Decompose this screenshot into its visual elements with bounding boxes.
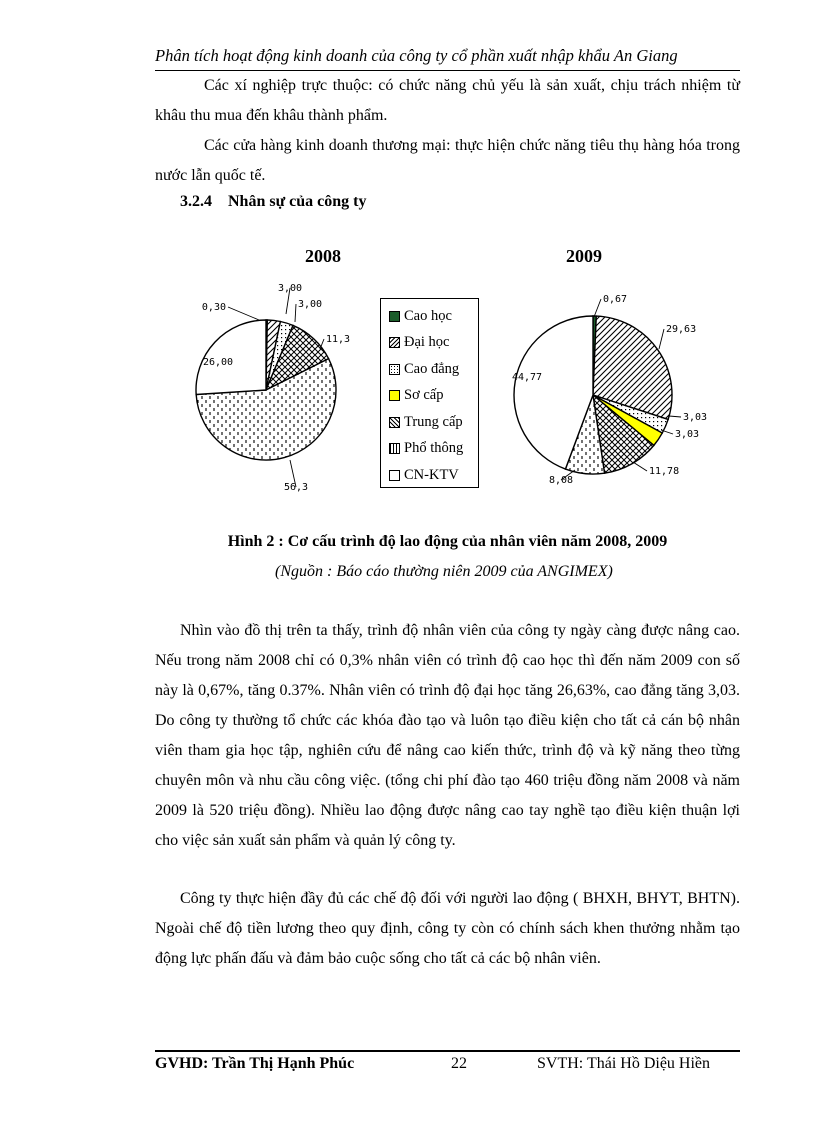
chart-legend: [380, 298, 479, 488]
leader-line-2009-trung-cap: [633, 462, 647, 471]
page-header: Phân tích hoạt động kinh doanh của công ty cổ phần xuất nhập khẩu An Giang: [155, 46, 678, 65]
legend-item-pho-thong: [389, 436, 478, 463]
section-title: Nhân sự của công ty: [228, 193, 367, 210]
chart-title-2009: 2009: [566, 246, 602, 266]
data-label-2009-cao-dang: 3,03: [683, 412, 708, 423]
data-label-2008-dai-hoc: 3,00: [277, 283, 303, 294]
section-number: 3.2.4: [180, 193, 212, 210]
leader-line-2008-cao-hoc: [228, 307, 259, 320]
pie-2009: [512, 294, 707, 486]
legend-swatch-so-cap: [389, 390, 400, 401]
legend-label: Cao học: [404, 307, 452, 324]
data-label-2008-cao-hoc: 0,30: [201, 302, 226, 313]
legend-label: Cao đẳng: [404, 360, 460, 377]
legend-item-cn-ktv: [389, 462, 478, 489]
data-label-2009-trung-cap: 11,78: [649, 466, 680, 477]
chart-title-2008: 2008: [305, 246, 341, 266]
data-label-2009-cn-ktv: 44,77: [511, 372, 543, 383]
legend-swatch-trung-cap: [389, 417, 400, 428]
legend-item-trung-cap: [389, 409, 478, 436]
pie-2008: [196, 283, 350, 493]
legend-swatch-cao-hoc: [389, 311, 400, 322]
paragraph-subsidiaries: Các xí nghiệp trực thuộc: có chức năng chủ yếu là sản xuất, chịu trách nhiệm từ khâu thu mua đến khâu thành phẩm.: [155, 77, 740, 124]
legend-item-cao-dang: [389, 356, 478, 383]
legend-label: CN-KTV: [404, 466, 459, 483]
page-number: 22: [451, 1055, 467, 1072]
legend-item-so-cap: [389, 383, 478, 410]
footer-student: SVTH: Thái Hồ Diệu Hiền: [537, 1055, 711, 1072]
footer-rule: [155, 1050, 740, 1052]
legend-label: Phổ thông: [404, 440, 464, 457]
data-label-2009-so-cap: 3,03: [675, 429, 700, 440]
section-heading: [180, 193, 367, 211]
legend-swatch-pho-thong: [389, 443, 400, 454]
legend-label: Đại học: [404, 334, 450, 351]
figure-caption: Hình 2 : Cơ cấu trình độ lao động của nhân viên năm 2008, 2009: [227, 533, 668, 550]
legend-label: Sơ cấp: [404, 387, 444, 404]
leader-line-2009-cao-dang: [669, 416, 681, 417]
figure-source: (Nguồn : Báo cáo thường niên 2009 của ANGIMEX): [275, 563, 613, 580]
legend-item-dai-hoc: [389, 330, 478, 357]
leader-line-2009-cao-hoc: [594, 299, 601, 317]
data-label-2009-dai-hoc: 29,63: [666, 324, 697, 335]
legend-label: Trung cấp: [404, 413, 463, 430]
footer-advisor: GVHD: Trần Thị Hạnh Phúc: [155, 1055, 355, 1072]
legend-swatch-dai-hoc: [389, 337, 400, 348]
leader-line-2009-dai-hoc: [659, 329, 664, 349]
legend-swatch-cao-dang: [389, 364, 400, 375]
paragraph-stores: Các cửa hàng kinh doanh thương mại: thực hiện chức năng tiêu thụ hàng hóa trong nước lẫn quốc tế.: [155, 137, 740, 184]
leader-line-2008-cao-dang: [295, 304, 296, 322]
paragraph-analysis: Nhìn vào đồ thị trên ta thấy, trình độ nhân viên của công ty ngày càng được nâng cao. Nếu trong năm 2008 chỉ có 0,3% nhân viên có trình độ cao học thì đến năm 2009 con số này là 0,67%, tăng 0.37%. Nhân viên có trình độ đại học tăng 26,63%, cao đẳng tăng 3,03. Do công ty thường tổ chức các khóa đào tạo và luôn tạo điều kiện cho tất cả cán bộ nhân viên tham gia học tập, nghiên cứu để nâng cao kiến thức, trình độ và kỹ năng theo từng chuyên môn và nhu cầu công việc. (tổng chi phí đào tạo 460 triệu đồng năm 2008 và năm 2009 là 520 triệu đồng). Nhiều lao động được nâng cao tay nghề tạo điều kiện thuận lợi cho việc sản xuất sản phẩm và quản lý công ty.: [155, 622, 740, 849]
legend-swatch-cn-ktv: [389, 470, 400, 481]
data-label-2008-pho-thong: 56,3: [283, 482, 309, 493]
data-label-2008-cao-dang: 3,00: [298, 299, 323, 310]
data-label-2008-cn-ktv: 26,00: [202, 357, 234, 368]
data-label-2009-cao-hoc: 0,67: [603, 294, 628, 305]
data-label-2009-pho-thong: 8,08: [548, 475, 574, 486]
data-label-2008-trung-cap: 11,3: [326, 334, 351, 345]
legend-item-cao-hoc: [389, 303, 478, 330]
paragraph-benefits: Công ty thực hiện đầy đủ các chế độ đối với người lao động ( BHXH, BHYT, BHTN). Ngoài chế độ tiền lương theo quy định, công ty còn có chính sách khen thưởng nhằm tạo động lực phấn đấu và đảm bảo cuộc sống cho tất cả các bộ nhân viên.: [155, 890, 740, 967]
